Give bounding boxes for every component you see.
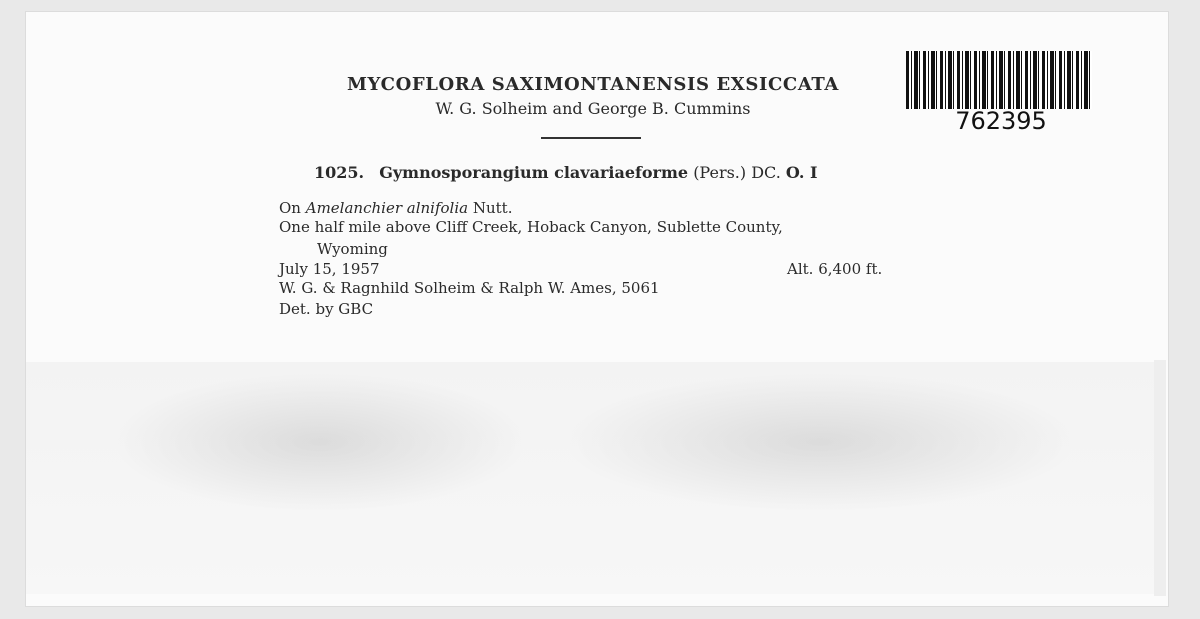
species-authority: (Pers.) DC. xyxy=(693,163,781,182)
series-authors: W. G. Solheim and George B. Cummins xyxy=(435,99,751,118)
collectors: W. G. & Ragnhild Solheim & Ralph W. Ames, 5061 xyxy=(279,279,660,297)
determiner: Det. by GBC xyxy=(279,300,374,318)
altitude: Alt. 6,400 ft. xyxy=(787,260,883,278)
barcode-number: 762395 xyxy=(955,107,1047,135)
fold-shadow-left xyxy=(110,372,530,512)
collection-date: July 15, 1957 xyxy=(279,260,380,278)
host-authority: Nutt. xyxy=(472,199,513,217)
species-line xyxy=(314,163,818,182)
host-line xyxy=(279,199,512,217)
series-title: MYCOFLORA SAXIMONTANENSIS EXSICCATA xyxy=(347,74,839,95)
envelope-edge xyxy=(1154,360,1166,596)
barcode-label xyxy=(898,45,1104,135)
barcode-image xyxy=(906,51,1092,109)
spore-stage: O. I xyxy=(785,163,818,182)
host-name: Amelanchier alnifolia xyxy=(305,199,469,217)
specimen-number: 1025. xyxy=(314,163,365,182)
fold-shadow-right xyxy=(560,372,1080,512)
locality-line-2: Wyoming xyxy=(317,240,388,258)
species-name: Gymnosporangium clavariaeforme xyxy=(379,163,689,182)
host-prefix: On xyxy=(279,199,301,217)
divider-rule xyxy=(541,137,641,139)
locality-line-1: One half mile above Cliff Creek, Hoback Canyon, Sublette County, xyxy=(279,218,783,236)
